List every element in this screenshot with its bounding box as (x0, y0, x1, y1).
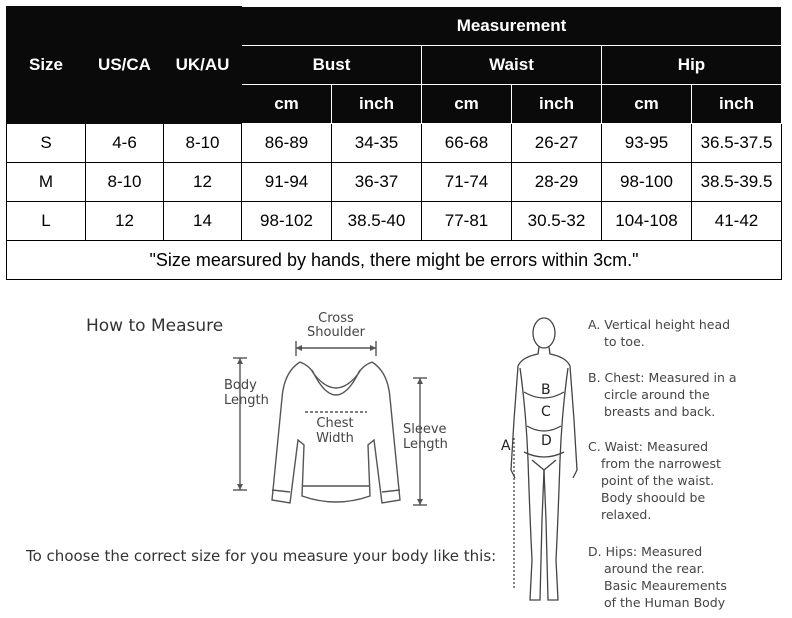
table-cell: 8-10 (86, 163, 164, 202)
table-cell: 8-10 (164, 124, 242, 163)
table-cell: 26-27 (512, 124, 602, 163)
table-cell: 77-81 (422, 202, 512, 241)
table-cell: 36.5-37.5 (692, 124, 782, 163)
waist-header: Waist (422, 46, 602, 85)
figure-label-b: B (541, 382, 551, 398)
size-header: Size (7, 46, 86, 85)
table-row (7, 202, 782, 241)
table-cell: S (7, 124, 86, 163)
table-cell: 28-29 (512, 163, 602, 202)
unit-cm-header: cm (602, 85, 692, 124)
table-cell: 41-42 (692, 202, 782, 241)
measure-note-d: D. Hips: Measured around the rear. Basic Meaurements of the Human Body (588, 544, 727, 610)
instruction-text: To choose the correct size for you measure your body like this: (26, 547, 497, 565)
figure-label-d: D (541, 433, 552, 449)
table-cell: 38.5-39.5 (692, 163, 782, 202)
table-cell: 98-100 (602, 163, 692, 202)
table-cell: 71-74 (422, 163, 512, 202)
body-length-label: Body Length (224, 378, 269, 408)
unit-cm-header: cm (422, 85, 512, 124)
table-cell: 36-37 (332, 163, 422, 202)
unit-inch-header: inch (692, 85, 782, 124)
table-cell: 14 (164, 202, 242, 241)
measure-note-c: C. Waist: Measured from the narrowest point of the waist. Body shoould be relaxed. (588, 439, 721, 522)
us-ca-header: US/CA (86, 46, 164, 85)
table-cell: 34-35 (332, 124, 422, 163)
table-cell: 66-68 (422, 124, 512, 163)
hip-header: Hip (602, 46, 782, 85)
size-chart-table (6, 6, 782, 280)
measure-note-a: A. Vertical height head to toe. (588, 317, 731, 349)
measurement-note: "Size mearsured by hands, there might be errors within 3cm." (7, 241, 782, 280)
bust-header: Bust (242, 46, 422, 85)
cross-shoulder-label: Cross Shoulder (307, 311, 365, 340)
uk-au-header: UK/AU (164, 46, 242, 85)
table-cell: 12 (86, 202, 164, 241)
table-cell: 93-95 (602, 124, 692, 163)
table-cell: M (7, 163, 86, 202)
figure-label-a: A (501, 438, 511, 454)
how-to-measure-title: How to Measure (86, 316, 224, 336)
table-cell: 98-102 (242, 202, 332, 241)
sleeve-length-label: Sleeve Length (403, 422, 448, 452)
unit-cm-header: cm (242, 85, 332, 124)
table-cell: L (7, 202, 86, 241)
table-cell: 12 (164, 163, 242, 202)
unit-inch-header: inch (512, 85, 602, 124)
table-cell: 91-94 (242, 163, 332, 202)
table-cell: 104-108 (602, 202, 692, 241)
table-row (7, 124, 782, 163)
measure-note-b: B. Chest: Measured in a circle around the breasts and back. (588, 370, 737, 419)
figure-label-c: C (541, 404, 551, 420)
table-cell: 30.5-32 (512, 202, 602, 241)
table-cell: 86-89 (242, 124, 332, 163)
table-cell: 38.5-40 (332, 202, 422, 241)
table-row (7, 163, 782, 202)
table-cell: 4-6 (86, 124, 164, 163)
measurement-header: Measurement (242, 7, 782, 46)
chest-width-label: Chest Width (316, 416, 354, 446)
unit-inch-header: inch (332, 85, 422, 124)
